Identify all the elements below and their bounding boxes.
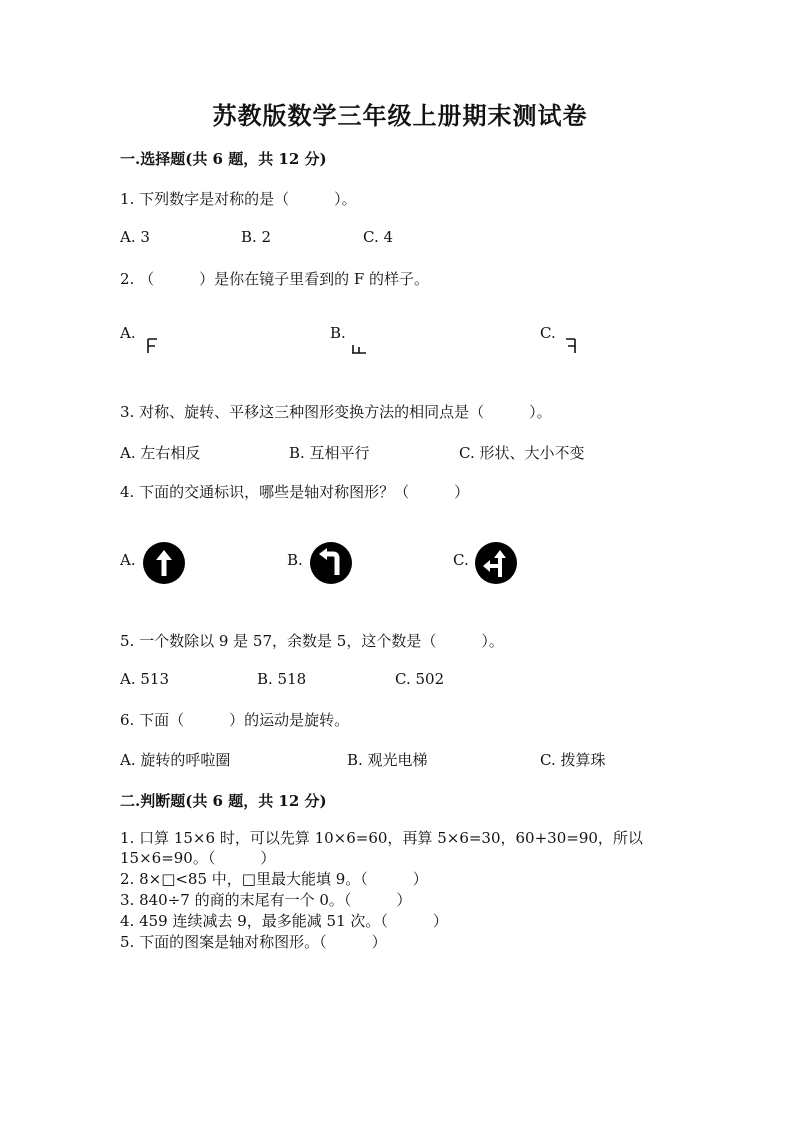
question-4-stem: 4. 下面的交通标识，哪些是轴对称图形？（ ） [120, 483, 470, 501]
question-3-option-b: B. 互相平行 [289, 444, 370, 462]
section-heading-choice: 一.选择题(共 6 题，共 12 分) [120, 150, 327, 168]
question-2-stem-text: 2. （ ）是你在镜子里看到的 F 的样子。 [120, 270, 430, 288]
question-3-option-a: A. 左右相反 [120, 444, 201, 462]
question-6-option-a: A. 旋转的呼啦圈 [120, 751, 231, 769]
question-3-option-c: C. 形状、大小不变 [459, 444, 585, 462]
question-2-option-b: B. [330, 324, 346, 342]
judgement-item-1-line-1: 1. 口算 15×6 时，可以先算 10×6=60，再算 5×6=30，60+30=90，所以 [120, 829, 643, 847]
question-5-option-c: C. 502 [395, 670, 445, 688]
letter-f-rotated-icon [350, 340, 368, 356]
question-5-stem: 5. 一个数除以 9 是 57，余数是 5，这个数是（ ）。 [120, 632, 504, 650]
question-3-stem: 3. 对称、旋转、平移这三种图形变换方法的相同点是（ ）。 [120, 403, 552, 421]
letter-f-icon [144, 338, 162, 354]
question-4-option-c: C. [453, 551, 469, 569]
question-6-option-b: B. 观光电梯 [347, 751, 428, 769]
question-2-option-c: C. [540, 324, 556, 342]
question-4-option-a: A. [120, 551, 136, 569]
judgement-item-5: 5. 下面的图案是轴对称图形。（ ） [120, 933, 387, 951]
judgement-item-3: 3. 840÷7 的商的末尾有一个 0。（ ） [120, 891, 412, 909]
left-or-straight-sign-icon [475, 542, 517, 584]
question-1-option-c: C. 4 [363, 228, 394, 246]
question-1-stem: 1. 下列数字是对称的是（ ）。 [120, 190, 357, 208]
question-2-option-a: A. [120, 324, 136, 342]
letter-f-mirrored-icon [562, 338, 580, 354]
question-5-option-b: B. 518 [257, 670, 307, 688]
straight-arrow-sign-icon [143, 542, 185, 584]
u-turn-left-sign-icon [310, 542, 352, 584]
question-6-stem: 6. 下面（ ）的运动是旋转。 [120, 711, 350, 729]
page-title: 苏教版数学三年级上册期末测试卷 [212, 101, 588, 130]
judgement-item-2: 2. 8×□<85 中，□里最大能填 9。（ ） [120, 870, 428, 888]
judgement-item-4: 4. 459 连续减去 9，最多能减 51 次。（ ） [120, 912, 448, 930]
section-heading-judgement: 二.判断题(共 6 题，共 12 分) [120, 792, 327, 810]
question-5-option-a: A. 513 [120, 670, 169, 688]
question-1-option-a: A. 3 [120, 228, 150, 246]
judgement-item-1-line-2: 15×6=90。（ ） [120, 849, 276, 867]
question-4-option-b: B. [287, 551, 303, 569]
question-1-option-b: B. 2 [241, 228, 272, 246]
question-6-option-c: C. 拨算珠 [540, 751, 606, 769]
